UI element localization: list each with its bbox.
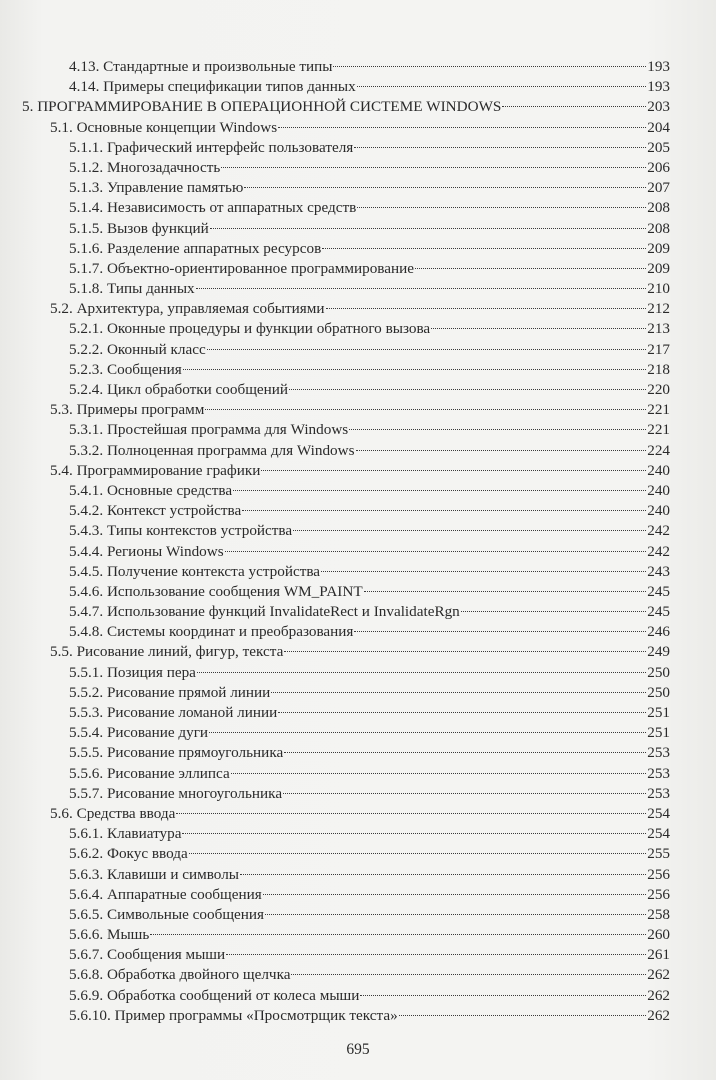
dot-leader (364, 591, 647, 592)
toc-entry-title: 4.14. Примеры спецификации типов данных (69, 78, 356, 96)
dot-leader (263, 894, 647, 895)
toc-entry-title: 5.4.8. Системы координат и преобразования (69, 623, 354, 641)
toc-entry-title: 5.2.1. Оконные процедуры и функции обратного вызова (69, 320, 431, 338)
toc-entry-title: 5.1.8. Типы данных (69, 280, 195, 298)
dot-leader (278, 127, 646, 128)
toc-subsection-entry (22, 703, 670, 723)
toc-entry-page: 193 (647, 78, 670, 96)
dot-leader (242, 510, 646, 511)
toc-entry-title: 5.4.4. Регионы Windows (69, 542, 224, 560)
toc-entry-page: 262 (647, 1006, 670, 1024)
dot-leader (183, 369, 647, 370)
toc-entry-page: 210 (647, 280, 670, 298)
toc-section-entry (22, 118, 670, 138)
toc-entry-title: 5.4.2. Контекст устройства (69, 502, 242, 520)
toc-subsection-entry (22, 279, 670, 299)
toc-entry-title: 5.4.5. Получение контекста устройства (69, 562, 321, 580)
toc-entry-page: 213 (647, 320, 670, 338)
dot-leader (197, 672, 646, 673)
dot-leader (415, 268, 646, 269)
toc-entry-title: 5.5.3. Рисование ломаной линии (69, 704, 278, 721)
toc-section-entry (22, 299, 670, 319)
dot-leader (291, 974, 646, 975)
toc-entry-title: 5.1.6. Разделение аппаратных ресурсов (69, 239, 322, 257)
toc-entry-title: 5.1.2. Многозадачность (69, 158, 221, 176)
toc-entry-page: 212 (647, 300, 670, 318)
dot-leader (265, 914, 646, 915)
toc-entry-page: 221 (647, 421, 670, 439)
table-of-contents (22, 57, 670, 1026)
toc-entry-page: 208 (647, 199, 670, 217)
dot-leader (182, 833, 646, 834)
dot-leader (360, 995, 646, 996)
toc-subsection-entry (22, 865, 670, 885)
dot-leader (210, 228, 646, 229)
toc-entry-page: 246 (647, 623, 670, 641)
toc-entry-page: 242 (647, 522, 670, 540)
toc-subsection-entry (22, 542, 670, 562)
dot-leader (261, 470, 646, 471)
toc-entry-title: 5.2.3. Сообщения (69, 360, 182, 378)
dot-leader (333, 66, 646, 67)
toc-entry-page: 217 (647, 340, 670, 358)
dot-leader (349, 429, 646, 430)
dot-leader (289, 389, 646, 390)
toc-entry-title: 5.1.1. Графический интерфейс пользователя (69, 138, 354, 156)
toc-subsection-entry (22, 784, 670, 804)
toc-entry-title: 5.5.4. Рисование дуги (69, 724, 209, 742)
toc-entry-page: 243 (647, 562, 670, 580)
toc-subsection-entry (22, 198, 670, 218)
toc-section-entry (22, 400, 670, 420)
page-number: 695 (346, 1041, 370, 1058)
dot-leader (502, 106, 646, 107)
toc-entry-page: 205 (647, 138, 670, 156)
toc-entry-page: 221 (647, 401, 670, 419)
toc-section-entry (22, 804, 670, 824)
toc-subsection-entry (22, 602, 670, 622)
toc-subsection-entry (22, 663, 670, 683)
toc-subsection-entry (22, 77, 670, 97)
toc-entry-title: 5.6.2. Фокус ввода (69, 845, 188, 863)
toc-entry-title: 5.6. Средства ввода (50, 804, 176, 822)
toc-subsection-entry (22, 683, 670, 703)
dot-leader (240, 874, 646, 875)
toc-entry-page: 251 (647, 704, 670, 721)
toc-entry-title: 5.4.1. Основные средства (69, 481, 233, 499)
toc-entry-page: 251 (647, 724, 670, 742)
toc-subsection-entry (22, 178, 670, 198)
toc-subsection-entry (22, 501, 670, 521)
toc-subsection-entry (22, 239, 670, 259)
toc-entry-title: 5.5.6. Рисование эллипса (69, 764, 230, 782)
toc-entry-page: 245 (647, 603, 670, 621)
toc-subsection-entry (22, 844, 670, 864)
toc-entry-page: 254 (647, 825, 670, 843)
dot-leader (326, 308, 647, 309)
toc-entry-page: 240 (647, 502, 670, 520)
dot-leader (221, 167, 646, 168)
toc-entry-title: 5.6.8. Обработка двойного щелчка (69, 966, 291, 984)
toc-entry-title: 5.2.4. Цикл обработки сообщений (69, 381, 289, 398)
dot-leader (431, 328, 646, 329)
toc-entry-title: 5.5. Рисование линий, фигур, текста (50, 643, 284, 661)
dot-leader (284, 752, 646, 753)
toc-entry-page: 204 (647, 118, 670, 136)
dot-leader (399, 1015, 647, 1016)
toc-entry-title: 5.4.6. Использование сообщения WM_PAINT (69, 582, 363, 600)
toc-entry-page: 220 (647, 381, 670, 398)
toc-subsection-entry (22, 925, 670, 945)
toc-entry-title: 5.1. Основные концепции Windows (50, 118, 278, 136)
dot-leader (278, 712, 646, 713)
toc-entry-page: 207 (647, 179, 670, 197)
toc-subsection-entry (22, 340, 670, 360)
toc-entry-page: 253 (647, 764, 670, 782)
toc-entry-title: 5.1.7. Объектно-ориентированное программирование (69, 259, 415, 277)
toc-entry-title: 5.6.5. Символьные сообщения (69, 905, 265, 923)
toc-entry-page: 209 (647, 239, 670, 257)
dot-leader (189, 853, 647, 854)
toc-entry-page: 256 (647, 885, 670, 903)
toc-subsection-entry (22, 420, 670, 440)
toc-entry-page: 203 (647, 98, 670, 116)
toc-entry-page: 245 (647, 582, 670, 600)
toc-subsection-entry (22, 259, 670, 279)
toc-entry-page: 240 (647, 481, 670, 499)
toc-entry-title: 5.5.7. Рисование многоугольника (69, 784, 283, 802)
dot-leader (226, 954, 646, 955)
toc-subsection-entry (22, 380, 670, 400)
toc-entry-page: 208 (647, 219, 670, 237)
toc-entry-page: 253 (647, 784, 670, 802)
toc-entry-title: 4.13. Стандартные и произвольные типы (69, 58, 333, 75)
toc-subsection-entry (22, 743, 670, 763)
toc-subsection-entry (22, 219, 670, 239)
toc-entry-title: 5.6.1. Клавиатура (69, 825, 182, 843)
toc-entry-title: 5.2.2. Оконный класс (69, 340, 206, 358)
toc-entry-title: 5.3. Примеры программ (50, 401, 205, 419)
toc-entry-title: 5.4.3. Типы контекстов устройства (69, 522, 293, 540)
toc-entry-page: 255 (647, 845, 670, 863)
toc-entry-title: 5.2. Архитектура, управляемая событиями (50, 300, 325, 318)
toc-entry-page: 253 (647, 744, 670, 762)
toc-entry-title: 5.5.2. Рисование прямой линии (69, 683, 271, 701)
toc-entry-page: 249 (647, 643, 670, 661)
toc-entry-title: 5. ПРОГРАММИРОВАНИЕ В ОПЕРАЦИОННОЙ СИСТЕМЕ WINDOWS (22, 98, 502, 116)
toc-subsection-entry (22, 521, 670, 541)
toc-entry-page: 260 (647, 926, 670, 944)
dot-leader (225, 551, 647, 552)
dot-leader (356, 450, 647, 451)
dot-leader (233, 490, 646, 491)
dot-leader (205, 409, 646, 410)
toc-subsection-entry (22, 764, 670, 784)
toc-subsection-entry (22, 1006, 670, 1026)
dot-leader (176, 813, 646, 814)
toc-subsection-entry (22, 57, 670, 77)
dot-leader (244, 187, 646, 188)
toc-subsection-entry (22, 138, 670, 158)
toc-subsection-entry (22, 158, 670, 178)
toc-subsection-entry (22, 965, 670, 985)
toc-subsection-entry (22, 481, 670, 501)
dot-leader (354, 631, 646, 632)
dot-leader (209, 732, 646, 733)
toc-subsection-entry (22, 582, 670, 602)
dot-leader (284, 651, 646, 652)
toc-entry-page: 261 (647, 946, 670, 964)
toc-entry-title: 5.6.6. Мышь (69, 926, 150, 944)
toc-subsection-entry (22, 905, 670, 925)
toc-subsection-entry (22, 319, 670, 339)
dot-leader (354, 147, 646, 148)
dot-leader (321, 571, 646, 572)
toc-subsection-entry (22, 986, 670, 1006)
toc-section-entry (22, 642, 670, 662)
toc-chapter-entry (22, 97, 670, 117)
dot-leader (322, 248, 646, 249)
toc-entry-title: 5.6.3. Клавиши и символы (69, 865, 239, 883)
toc-entry-page: 240 (647, 461, 670, 479)
toc-subsection-entry (22, 824, 670, 844)
dot-leader (196, 288, 647, 289)
dot-leader (357, 86, 647, 87)
toc-subsection-entry (22, 562, 670, 582)
toc-entry-title: 5.5.5. Рисование прямоугольника (69, 744, 284, 762)
toc-entry-page: 250 (647, 683, 670, 701)
toc-entry-title: 5.6.7. Сообщения мыши (69, 946, 226, 964)
toc-entry-page: 193 (647, 58, 670, 75)
toc-entry-page: 242 (647, 542, 670, 560)
toc-entry-page: 254 (647, 804, 670, 822)
dot-leader (271, 692, 646, 693)
toc-entry-page: 218 (647, 360, 670, 378)
toc-entry-title: 5.6.9. Обработка сообщений от колеса мыши (69, 986, 360, 1004)
toc-subsection-entry (22, 360, 670, 380)
toc-subsection-entry (22, 622, 670, 642)
toc-entry-page: 262 (647, 986, 670, 1004)
dot-leader (231, 773, 647, 774)
toc-entry-page: 250 (647, 663, 670, 681)
toc-section-entry (22, 461, 670, 481)
dot-leader (283, 793, 646, 794)
toc-entry-page: 206 (647, 158, 670, 176)
dot-leader (461, 611, 646, 612)
dot-leader (207, 349, 647, 350)
toc-entry-title: 5.6.10. Пример программы «Просмотрщик текста» (69, 1006, 398, 1024)
toc-entry-title: 5.5.1. Позиция пера (69, 663, 196, 681)
toc-entry-title: 5.4.7. Использование функций InvalidateRect и InvalidateRgn (69, 603, 460, 621)
toc-entry-page: 258 (647, 905, 670, 923)
toc-subsection-entry (22, 885, 670, 905)
dot-leader (293, 530, 646, 531)
toc-entry-page: 256 (647, 865, 670, 883)
dot-leader (150, 934, 646, 935)
toc-entry-title: 5.3.1. Простейшая программа для Windows (69, 421, 349, 439)
toc-entry-title: 5.6.4. Аппаратные сообщения (69, 885, 262, 903)
toc-entry-title: 5.1.5. Вызов функций (69, 219, 209, 237)
toc-entry-page: 224 (647, 441, 670, 459)
toc-entry-title: 5.3.2. Полноценная программа для Windows (69, 441, 355, 459)
toc-entry-title: 5.1.4. Независимость от аппаратных средств (69, 199, 357, 217)
dot-leader (357, 207, 646, 208)
toc-entry-title: 5.4. Программирование графики (50, 461, 261, 479)
toc-entry-page: 262 (647, 966, 670, 984)
toc-subsection-entry (22, 945, 670, 965)
toc-subsection-entry (22, 441, 670, 461)
toc-entry-title: 5.1.3. Управление памятью (69, 179, 244, 197)
toc-entry-page: 209 (647, 259, 670, 277)
toc-subsection-entry (22, 723, 670, 743)
